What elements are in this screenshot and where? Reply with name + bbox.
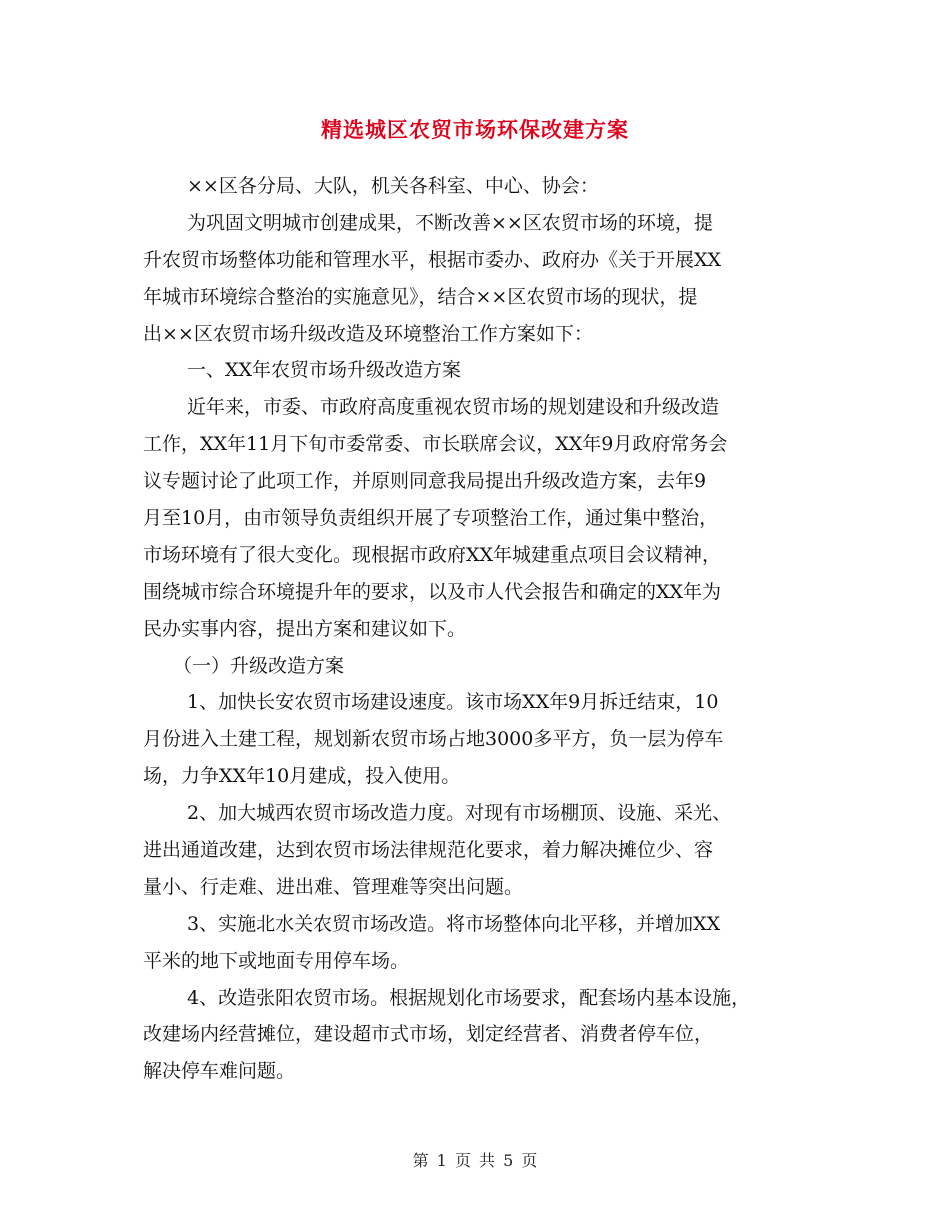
paragraph-line: 4、改造张阳农贸市场。根据规划化市场要求，配套场内基本设施，	[187, 986, 751, 1009]
paragraph-line: 解决停车难问题。	[143, 1060, 296, 1083]
paragraph-line: 3、实施北水关农贸市场改造。将市场整体向北平移，并增加XX	[187, 912, 721, 935]
paragraph-line: 为巩固文明城市创建成果，不断改善××区农贸市场的环境，提	[187, 211, 713, 234]
paragraph-line: 市场环境有了很大变化。现根据市政府XX年城建重点项目会议精神，	[143, 543, 722, 566]
paragraph-line: 工作，XX年11月下旬市委常委、市长联席会议，XX年9月政府常务会	[143, 433, 728, 456]
paragraph-line: 2、加大城西农贸市场改造力度。对现有市场棚顶、设施、采光、	[187, 802, 732, 825]
paragraph-line: 议专题讨论了此项工作，并原则同意我局提出升级改造方案，去年9	[143, 470, 707, 493]
page-number-footer: 第 1 页 共 5 页	[412, 1151, 538, 1170]
paragraph-line: 进出通道改建，达到农贸市场法律规范化要求，着力解决摊位少、容	[143, 839, 714, 862]
paragraph-line: 月份进入土建工程，规划新农贸市场占地3000多平方，负一层为停车	[143, 728, 724, 751]
document-title: 精选城区农贸市场环保改建方案	[321, 118, 629, 142]
paragraph-line: 量小、行走难、进出难、管理难等突出问题。	[143, 875, 524, 898]
paragraph-line: 民办实事内容，提出方案和建议如下。	[143, 617, 467, 640]
paragraph-line: 围绕城市综合环境提升年的要求，以及市人代会报告和确定的XX年为	[143, 580, 722, 603]
paragraph-line: 出××区农贸市场升级改造及环境整治工作方案如下：	[143, 322, 593, 345]
document-body	[143, 168, 811, 1090]
paragraph-line: 年城市环境综合整治的实施意见》，结合××区农贸市场的现状，提	[143, 285, 698, 308]
salutation-line: ××区各分局、大队，机关各科室、中心、协会：	[187, 175, 599, 197]
paragraph-line: 近年来，市委、市政府高度重视农贸市场的规划建设和升级改造	[187, 396, 720, 419]
paragraph-line: 平米的地下或地面专用停车场。	[143, 949, 410, 972]
section-heading: 一、XX年农贸市场升级改造方案	[187, 359, 462, 382]
paragraph-line: 升农贸市场整体功能和管理水平，根据市委办、政府办《关于开展XX	[143, 248, 722, 271]
paragraph-line: 1、加快长安农贸市场建设速度。该市场XX年9月拆迁结束，10	[187, 691, 719, 714]
paragraph-line: 改建场内经营摊位，建设超市式市场，划定经营者、消费者停车位，	[143, 1023, 714, 1046]
paragraph-line: 场，力争XX年10月建成，投入使用。	[143, 765, 461, 788]
subsection-heading: （一）升级改造方案	[173, 654, 345, 677]
paragraph-line: 月至10月，由市领导负责组织开展了专项整治工作，通过集中整治，	[143, 507, 719, 530]
